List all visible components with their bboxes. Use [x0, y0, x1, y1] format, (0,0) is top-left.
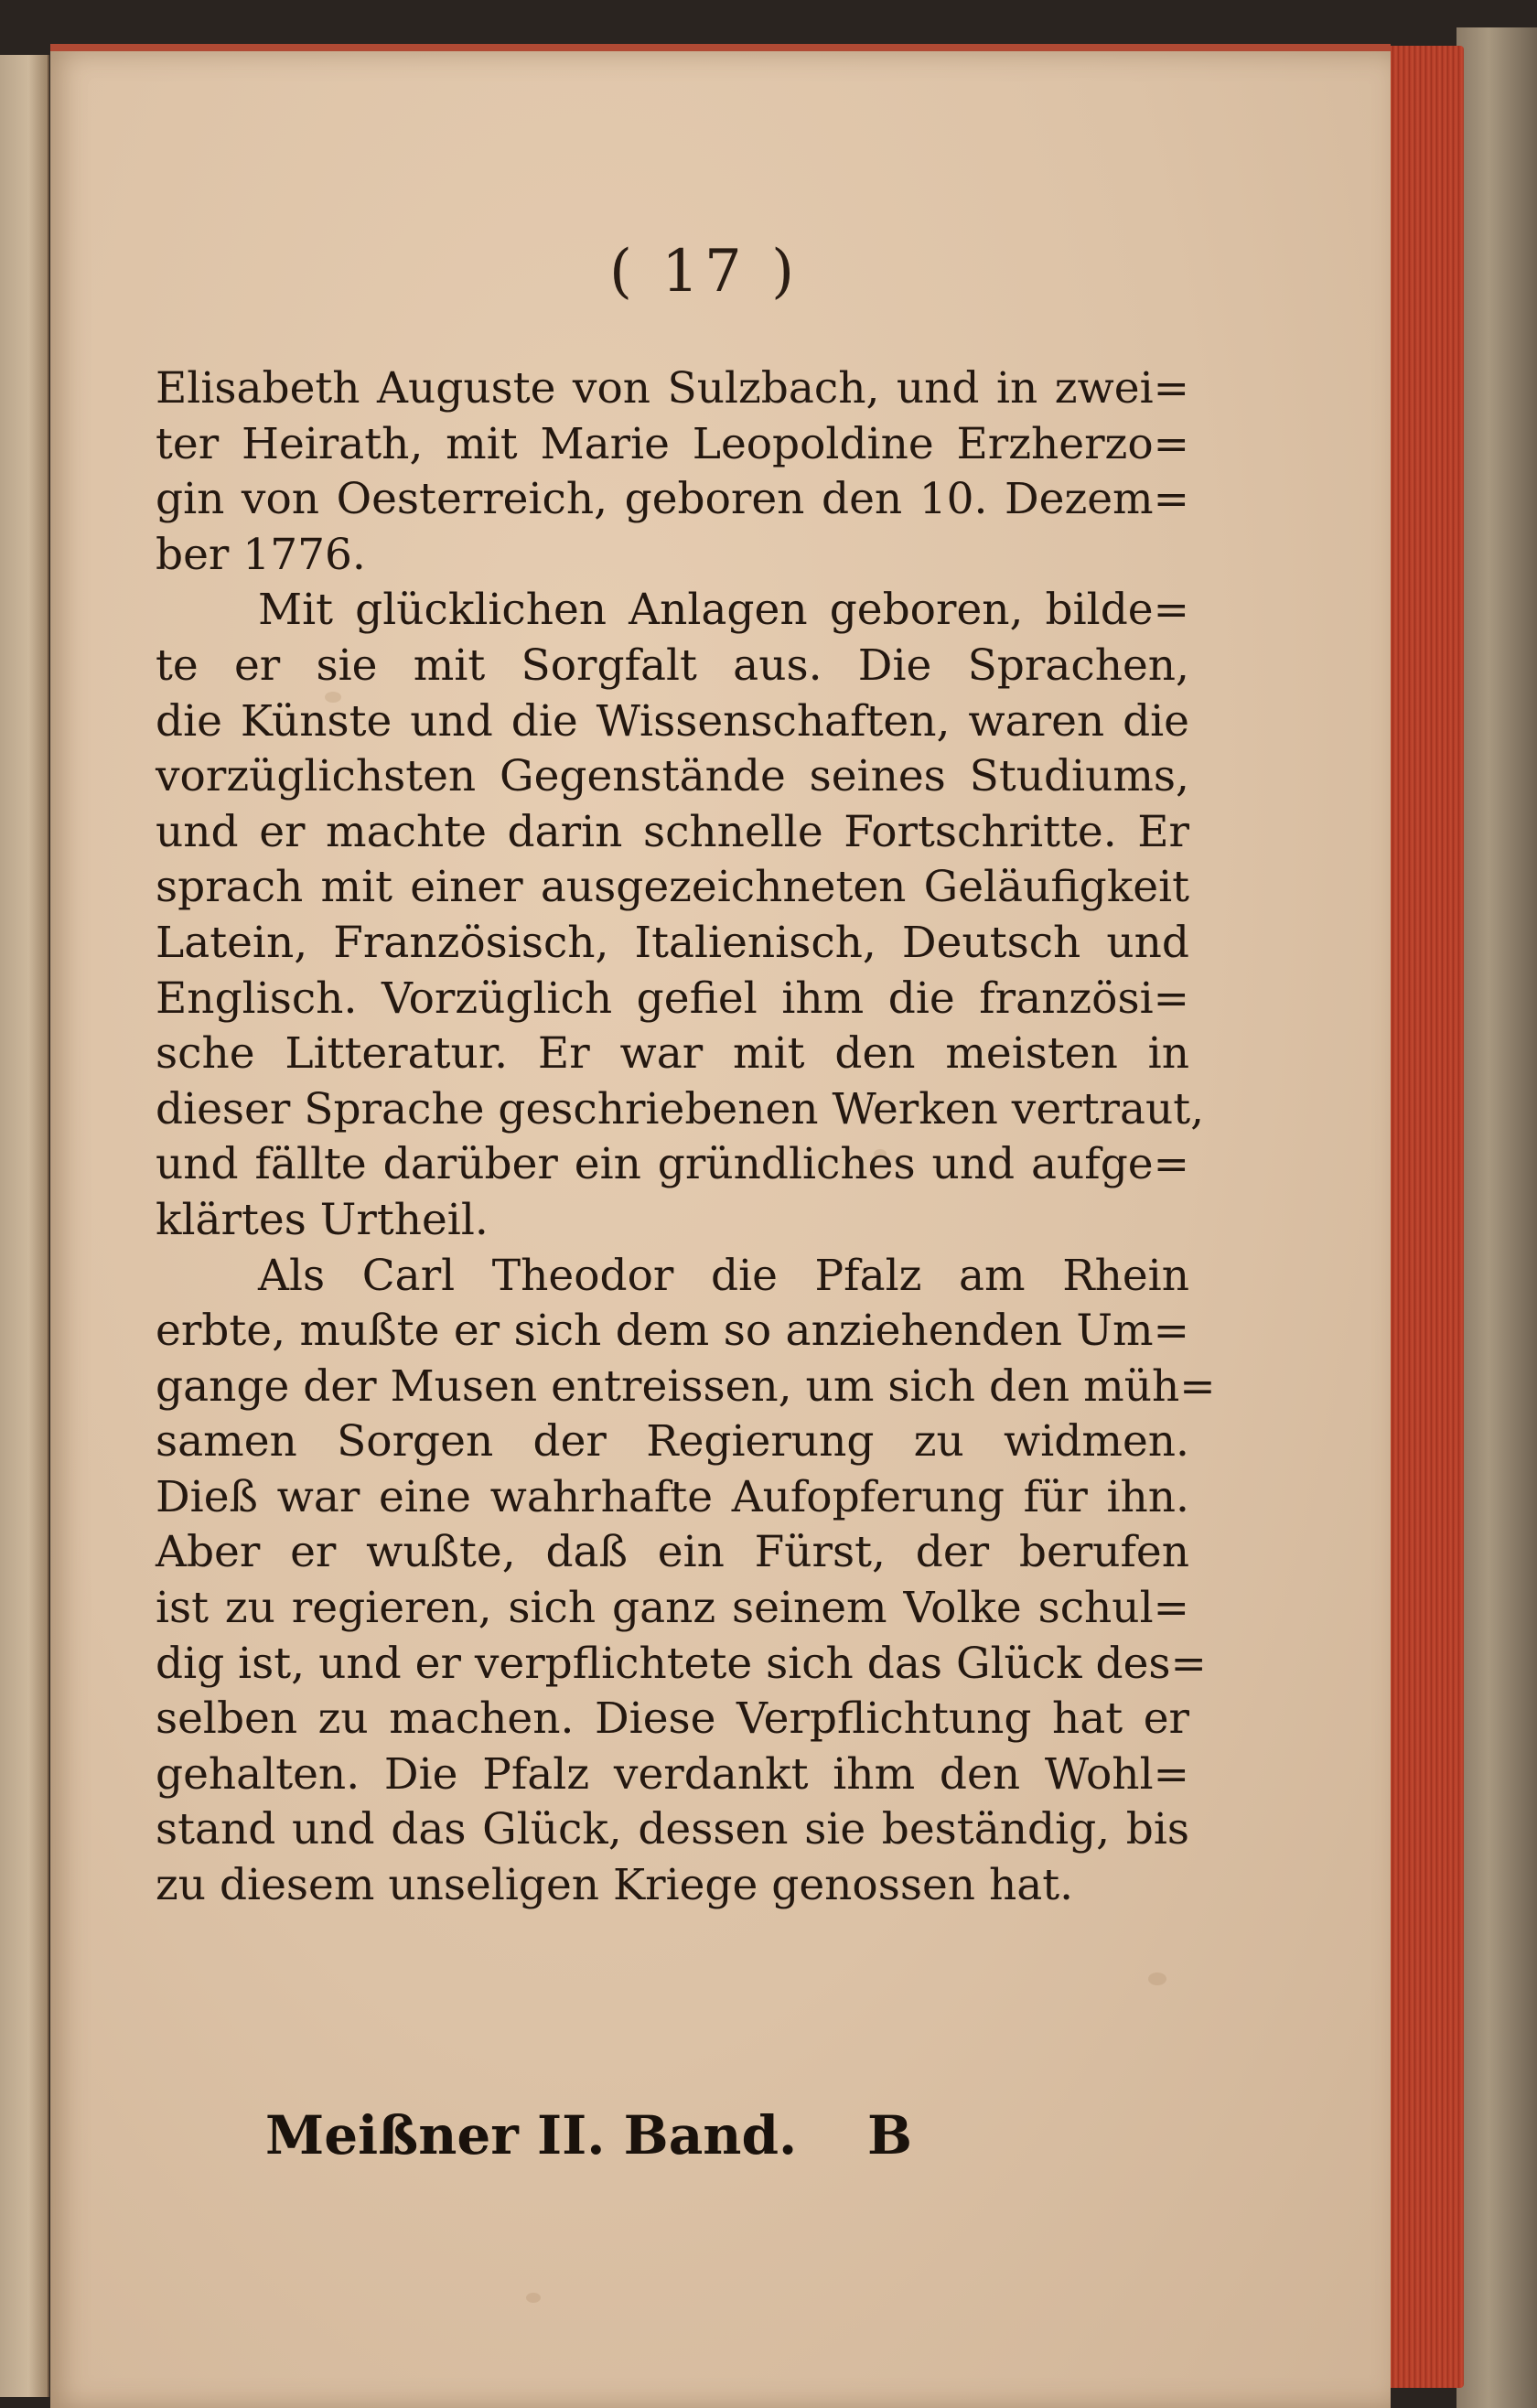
signature-letter: B [867, 2104, 913, 2166]
text-line: Mit glücklichen Anlagen geboren, bilde= [258, 585, 1189, 636]
text-line: te er sie mit Sorgfalt aus. Die Sprachen, [156, 640, 1189, 691]
text-line: ter Heirath, mit Marie Leopoldine Erzherzo= [156, 418, 1189, 469]
text-line: sprach mit einer ausgezeichneten Geläufigkeit [156, 862, 1189, 913]
text-line: die Künste und die Wissenschaften, waren die [156, 695, 1189, 747]
text-line: und fällte darüber ein gründliches und aufge= [156, 1139, 1189, 1190]
text-line: Aber er wußte, daß ein Fürst, der berufen [156, 1527, 1189, 1578]
book-cover-edge [1456, 27, 1537, 2408]
facing-page-edge [0, 55, 49, 2397]
text-line: samen Sorgen der Regierung zu widmen. [156, 1416, 1189, 1467]
body-text [156, 361, 1216, 1914]
text-line: dieser Sprache geschriebenen Werken vertraut, [156, 1083, 1205, 1134]
text-line: gange der Musen entreissen, um sich den müh= [156, 1360, 1216, 1412]
text-line: gin von Oesterreich, geboren den 10. Dezem= [156, 474, 1189, 525]
text-line: ber 1776. [156, 529, 366, 580]
text-line: sche Litteratur. Er war mit den meisten in [156, 1028, 1189, 1080]
text-line: Englisch. Vorzüglich gefiel ihm die französi= [156, 973, 1189, 1024]
text-line: erbte, mußte er sich dem so anziehenden Um= [156, 1306, 1189, 1357]
text-line: stand und das Glück, dessen sie beständig, bis [156, 1804, 1189, 1855]
text-line: ist zu regieren, sich ganz seinem Volke schul= [156, 1583, 1189, 1634]
page-number: ( 17 ) [608, 238, 801, 306]
text-line: klärtes Urtheil. [156, 1194, 489, 1245]
text-line: Dieß war eine wahrhafte Aufopferung für ihn. [156, 1471, 1189, 1522]
text-line: vorzüglichsten Gegenstände seines Studiums, [156, 751, 1189, 802]
text-line: dig ist, und er verpflichtete sich das Glück des= [156, 1638, 1207, 1689]
signature-mark: Meißner II. Band. [265, 2104, 798, 2166]
text-line: zu diesem unseligen Kriege genossen hat. [156, 1860, 1074, 1911]
text-line: Latein, Französisch, Italienisch, Deutsch und [156, 917, 1189, 968]
text-line: Elisabeth Auguste von Sulzbach, und in zwei= [156, 363, 1189, 414]
text-line: gehalten. Die Pfalz verdankt ihm den Wohl= [156, 1748, 1189, 1800]
text-line: Als Carl Theodor die Pfalz am Rhein [258, 1250, 1189, 1301]
paper-blemish [1148, 1973, 1166, 1985]
text-line: selben zu machen. Diese Verpflichtung hat er [156, 1693, 1189, 1745]
paper-blemish [526, 2293, 541, 2303]
text-line: und er machte darin schnelle Fortschritte. Er [156, 806, 1189, 857]
